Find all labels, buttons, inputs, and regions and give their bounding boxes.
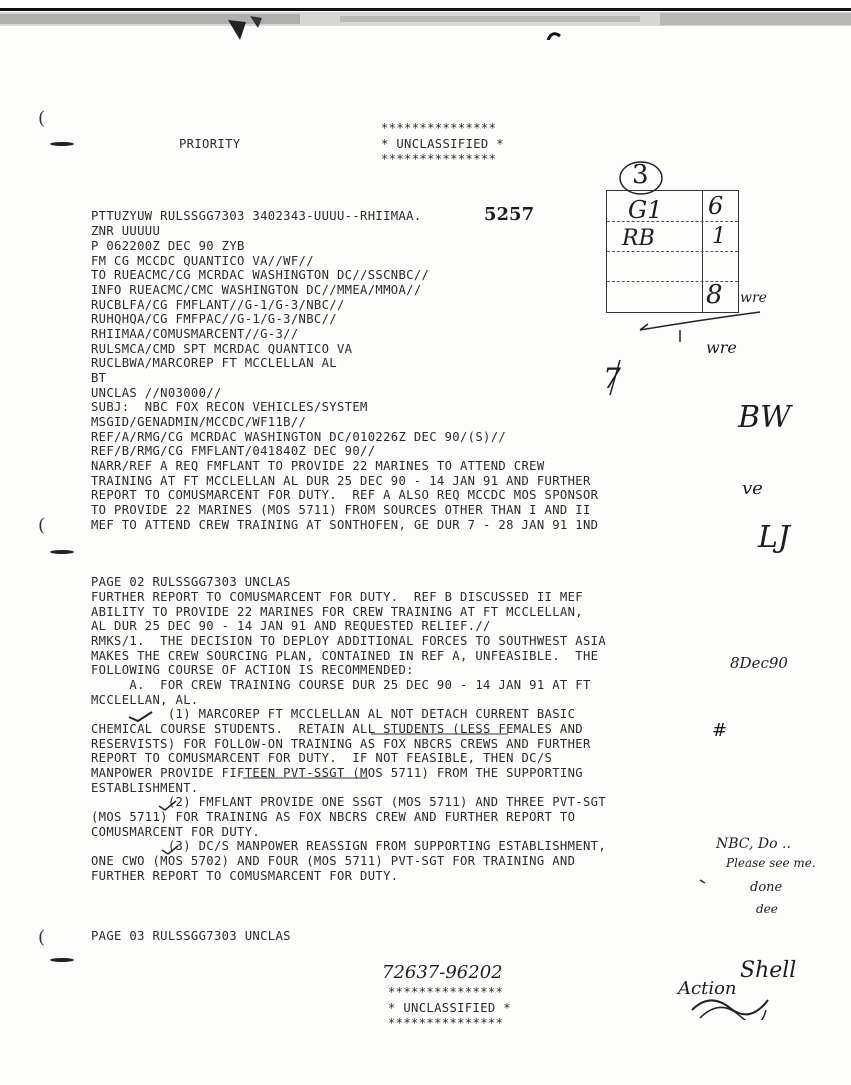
message-line: (1) MARCOREP FT MCCLELLAN AL NOT DETACH CURRENT BASIC (91, 707, 576, 721)
routing-row-divider (607, 251, 738, 252)
initials-signature-2: LJ (758, 520, 790, 555)
message-line: A. FOR CREW TRAINING COURSE DUR 25 DEC 90 - 14 JAN 91 AT FT (91, 678, 591, 692)
message-line: CHEMICAL COURSE STUDENTS. RETAIN ALL STUDENTS (LESS FEMALES AND (91, 722, 583, 736)
document-number: 5257 (484, 204, 535, 225)
message-line: RULSMCA/CMD SPT MCRDAC QUANTICO VA (91, 342, 353, 356)
handwritten-note-1: NBC, Do .. (716, 836, 791, 852)
message-line: REPORT TO COMUSMARCENT FOR DUTY. IF NOT FEASIBLE, THEN DC/S (91, 751, 553, 765)
header-classification: * UNCLASSIFIED * (381, 137, 504, 151)
routing-entry-rb: RB (622, 226, 655, 251)
handwritten-note-dee: dee (756, 902, 778, 916)
routing-entry-8: 8 (706, 280, 723, 310)
message-line: FOLLOWING COURSE OF ACTION IS RECOMMENDED: (91, 663, 414, 677)
action-note: Action (678, 978, 737, 999)
footer-stars-top: *************** (388, 985, 504, 999)
initials-wre-2: wre (706, 338, 737, 357)
message-line: ESTABLISHMENT. (91, 781, 199, 795)
message-line: ZNR UUUUU (91, 224, 161, 238)
message-line: SUBJ: NBC FOX RECON VEHICLES/SYSTEM (91, 400, 368, 414)
message-line: RUCLBWA/MARCOREP FT MCCLELLAN AL (91, 356, 337, 370)
hash-mark: # (712, 720, 728, 741)
message-line: P 062200Z DEC 90 ZYB (91, 239, 245, 253)
message-line: AL DUR 25 DEC 90 - 14 JAN 91 AND REQUESTED RELIEF.// (91, 619, 491, 633)
margin-bracket: ( (38, 515, 46, 536)
margin-bracket: ( (38, 927, 46, 948)
message-line: (3) DC/S MANPOWER REASSIGN FROM SUPPORTING ESTABLISHMENT, (91, 839, 607, 853)
stamp-number: 72637-96202 (382, 962, 503, 983)
header-stars-bottom: *************** (381, 152, 497, 166)
message-line: (MOS 5711) FOR TRAINING AS FOX NBCRS CREW AND FURTHER REPORT TO (91, 810, 576, 824)
message-line: TO RUEACMC/CG MCRDAC WASHINGTON DC//SSCNBC// (91, 268, 430, 282)
message-line: TO PROVIDE 22 MARINES (MOS 5711) FROM SOURCES OTHER THAN I AND II (91, 503, 591, 517)
action-note-2: Shell (740, 958, 797, 983)
message-line: UNCLAS //N03000// (91, 386, 222, 400)
footer-classification: * UNCLASSIFIED * (388, 1001, 511, 1015)
page-header: PAGE 02 RULSSGG7303 UNCLAS (91, 575, 291, 589)
message-line: (2) FMFLANT PROVIDE ONE SSGT (MOS 5711) AND THREE PVT-SGT (91, 795, 607, 809)
message-line: REF/B/RMG/CG FMFLANT/041840Z DEC 90// (91, 444, 376, 458)
message-line: ONE CWO (MOS 5702) AND FOUR (MOS 5711) PVT-SGT FOR TRAINING AND (91, 854, 576, 868)
scribble-mark (690, 990, 770, 1020)
initials-signature: BW (738, 400, 791, 435)
routing-entry-1: 1 (712, 224, 726, 249)
message-line: MANPOWER PROVIDE FIFTEEN PVT-SSGT (MOS 5711) FROM THE SUPPORTING (91, 766, 583, 780)
message-line: ABILITY TO PROVIDE 22 MARINES FOR CREW TRAINING AT FT MCCLELLAN, (91, 605, 583, 619)
header-stars-top: *************** (381, 121, 497, 135)
initials-wre-1: wre (740, 290, 767, 306)
routing-entry-6: 6 (708, 192, 724, 220)
priority-label: PRIORITY (179, 137, 241, 151)
handwritten-note-2: Please see me. (726, 856, 816, 870)
initials-ve: ve (742, 478, 763, 499)
circled-number: 3 (632, 160, 649, 190)
handwritten-seven: 7 (603, 362, 621, 395)
message-line: REPORT TO COMUSMARCENT FOR DUTY. REF A ALSO REQ MCCDC MOS SPONSOR (91, 488, 599, 502)
handwritten-note-done: done (750, 880, 783, 895)
message-line: INFO RUEACMC/CMC WASHINGTON DC//MMEA/MMOA// (91, 283, 422, 297)
message-line: TRAINING AT FT MCCLELLAN AL DUR 25 DEC 90 - 14 JAN 91 AND FURTHER (91, 474, 591, 488)
message-line: RESERVISTS) FOR FOLLOW-ON TRAINING AS FOX NBCRS CREWS AND FURTHER (91, 737, 591, 751)
message-line: FM CG MCCDC QUANTICO VA//WF// (91, 254, 314, 268)
message-line: PTTUZYUW RULSSGG7303 3402343-UUUU--RHIIMAA. (91, 209, 422, 223)
margin-bracket: ( (38, 108, 46, 129)
message-line: REF/A/RMG/CG MCRDAC WASHINGTON DC/010226Z DEC 90/(S)// (91, 430, 507, 444)
message-line: COMUSMARCENT FOR DUTY. (91, 825, 261, 839)
message-line: RUCBLFA/CG FMFLANT//G-1/G-3/NBC// (91, 298, 345, 312)
message-line: MEF TO ATTEND CREW TRAINING AT SONTHOFEN, GE DUR 7 - 28 JAN 91 1ND (91, 518, 599, 532)
handwritten-date: 8Dec90 (730, 654, 788, 672)
message-line: MAKES THE CREW SOURCING PLAN, CONTAINED IN REF A, UNFEASIBLE. THE (91, 649, 599, 663)
message-line: NARR/REF A REQ FMFLANT TO PROVIDE 22 MARINES TO ATTEND CREW (91, 459, 545, 473)
message-line: RMKS/1. THE DECISION TO DEPLOY ADDITIONAL FORCES TO SOUTHWEST ASIA (91, 634, 607, 648)
routing-entry-g1: G1 (628, 196, 663, 224)
page-header: PAGE 03 RULSSGG7303 UNCLAS (91, 929, 291, 943)
message-line: RHIIMAA/COMUSMARCENT//G-3// (91, 327, 299, 341)
footer-stars-bottom: *************** (388, 1016, 504, 1030)
message-line: RUHQHQA/CG FMFPAC//G-1/G-3/NBC// (91, 312, 337, 326)
message-line: FURTHER REPORT TO COMUSMARCENT FOR DUTY. REF B DISCUSSED II MEF (91, 590, 583, 604)
message-line: MCCLELLAN, AL. (91, 693, 199, 707)
message-line: MSGID/GENADMIN/MCCDC/WF11B// (91, 415, 307, 429)
message-line: FURTHER REPORT TO COMUSMARCENT FOR DUTY. (91, 869, 399, 883)
message-line: BT (91, 371, 107, 385)
routing-row-divider (607, 221, 738, 222)
